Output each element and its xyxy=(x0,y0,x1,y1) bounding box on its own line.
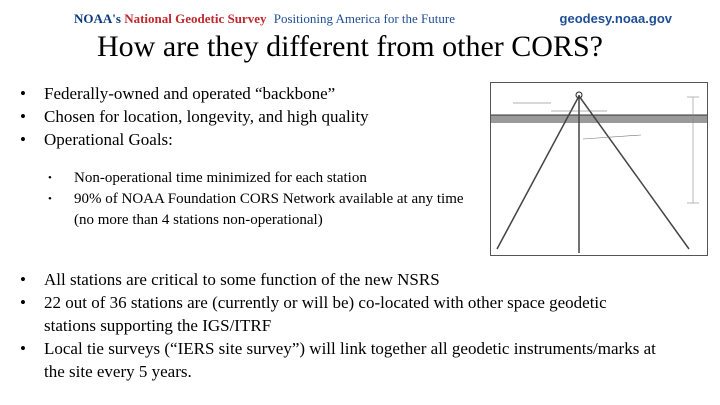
bullet-item: • Chosen for location, longevity, and high quality xyxy=(16,105,476,128)
antenna-mast-drawing xyxy=(491,83,707,255)
tagline: Positioning America for the Future xyxy=(273,11,455,26)
sub-bullet-list xyxy=(46,168,466,231)
noaa-ngs-logo-text xyxy=(74,11,455,27)
bullet-item: • Operational Goals: xyxy=(16,128,476,151)
header-banner xyxy=(0,0,720,32)
antenna-mast-diagram xyxy=(490,82,708,256)
sub-bullet-item: • Non-operational time minimized for each station xyxy=(46,168,466,189)
site-url[interactable]: geodesy.noaa.gov xyxy=(559,11,672,26)
bullet-item: • 22 out of 36 stations are (currently or will be) co-located with other space geodetic stations supporting the IGS/ITRF xyxy=(16,291,656,337)
bullet-item: • All stations are critical to some function of the new NSRS xyxy=(16,268,656,291)
top-bullet-list xyxy=(16,82,476,151)
bullet-item: • Local tie surveys (“IERS site survey”) will link together all geodetic instruments/marks at the site every 5 years. xyxy=(16,337,656,383)
bullet-item: • Federally-owned and operated “backbone” xyxy=(16,82,476,105)
slide-title: How are they different from other CORS? xyxy=(97,30,603,63)
sub-bullet-item: • 90% of NOAA Foundation CORS Network available at any time (no more than 4 stations non-operational) xyxy=(46,189,466,231)
noaa-label: NOAA's xyxy=(74,11,121,26)
ground-layer xyxy=(491,115,707,123)
ngs-label: National Geodetic Survey xyxy=(124,11,267,26)
bottom-bullet-list xyxy=(16,268,656,383)
